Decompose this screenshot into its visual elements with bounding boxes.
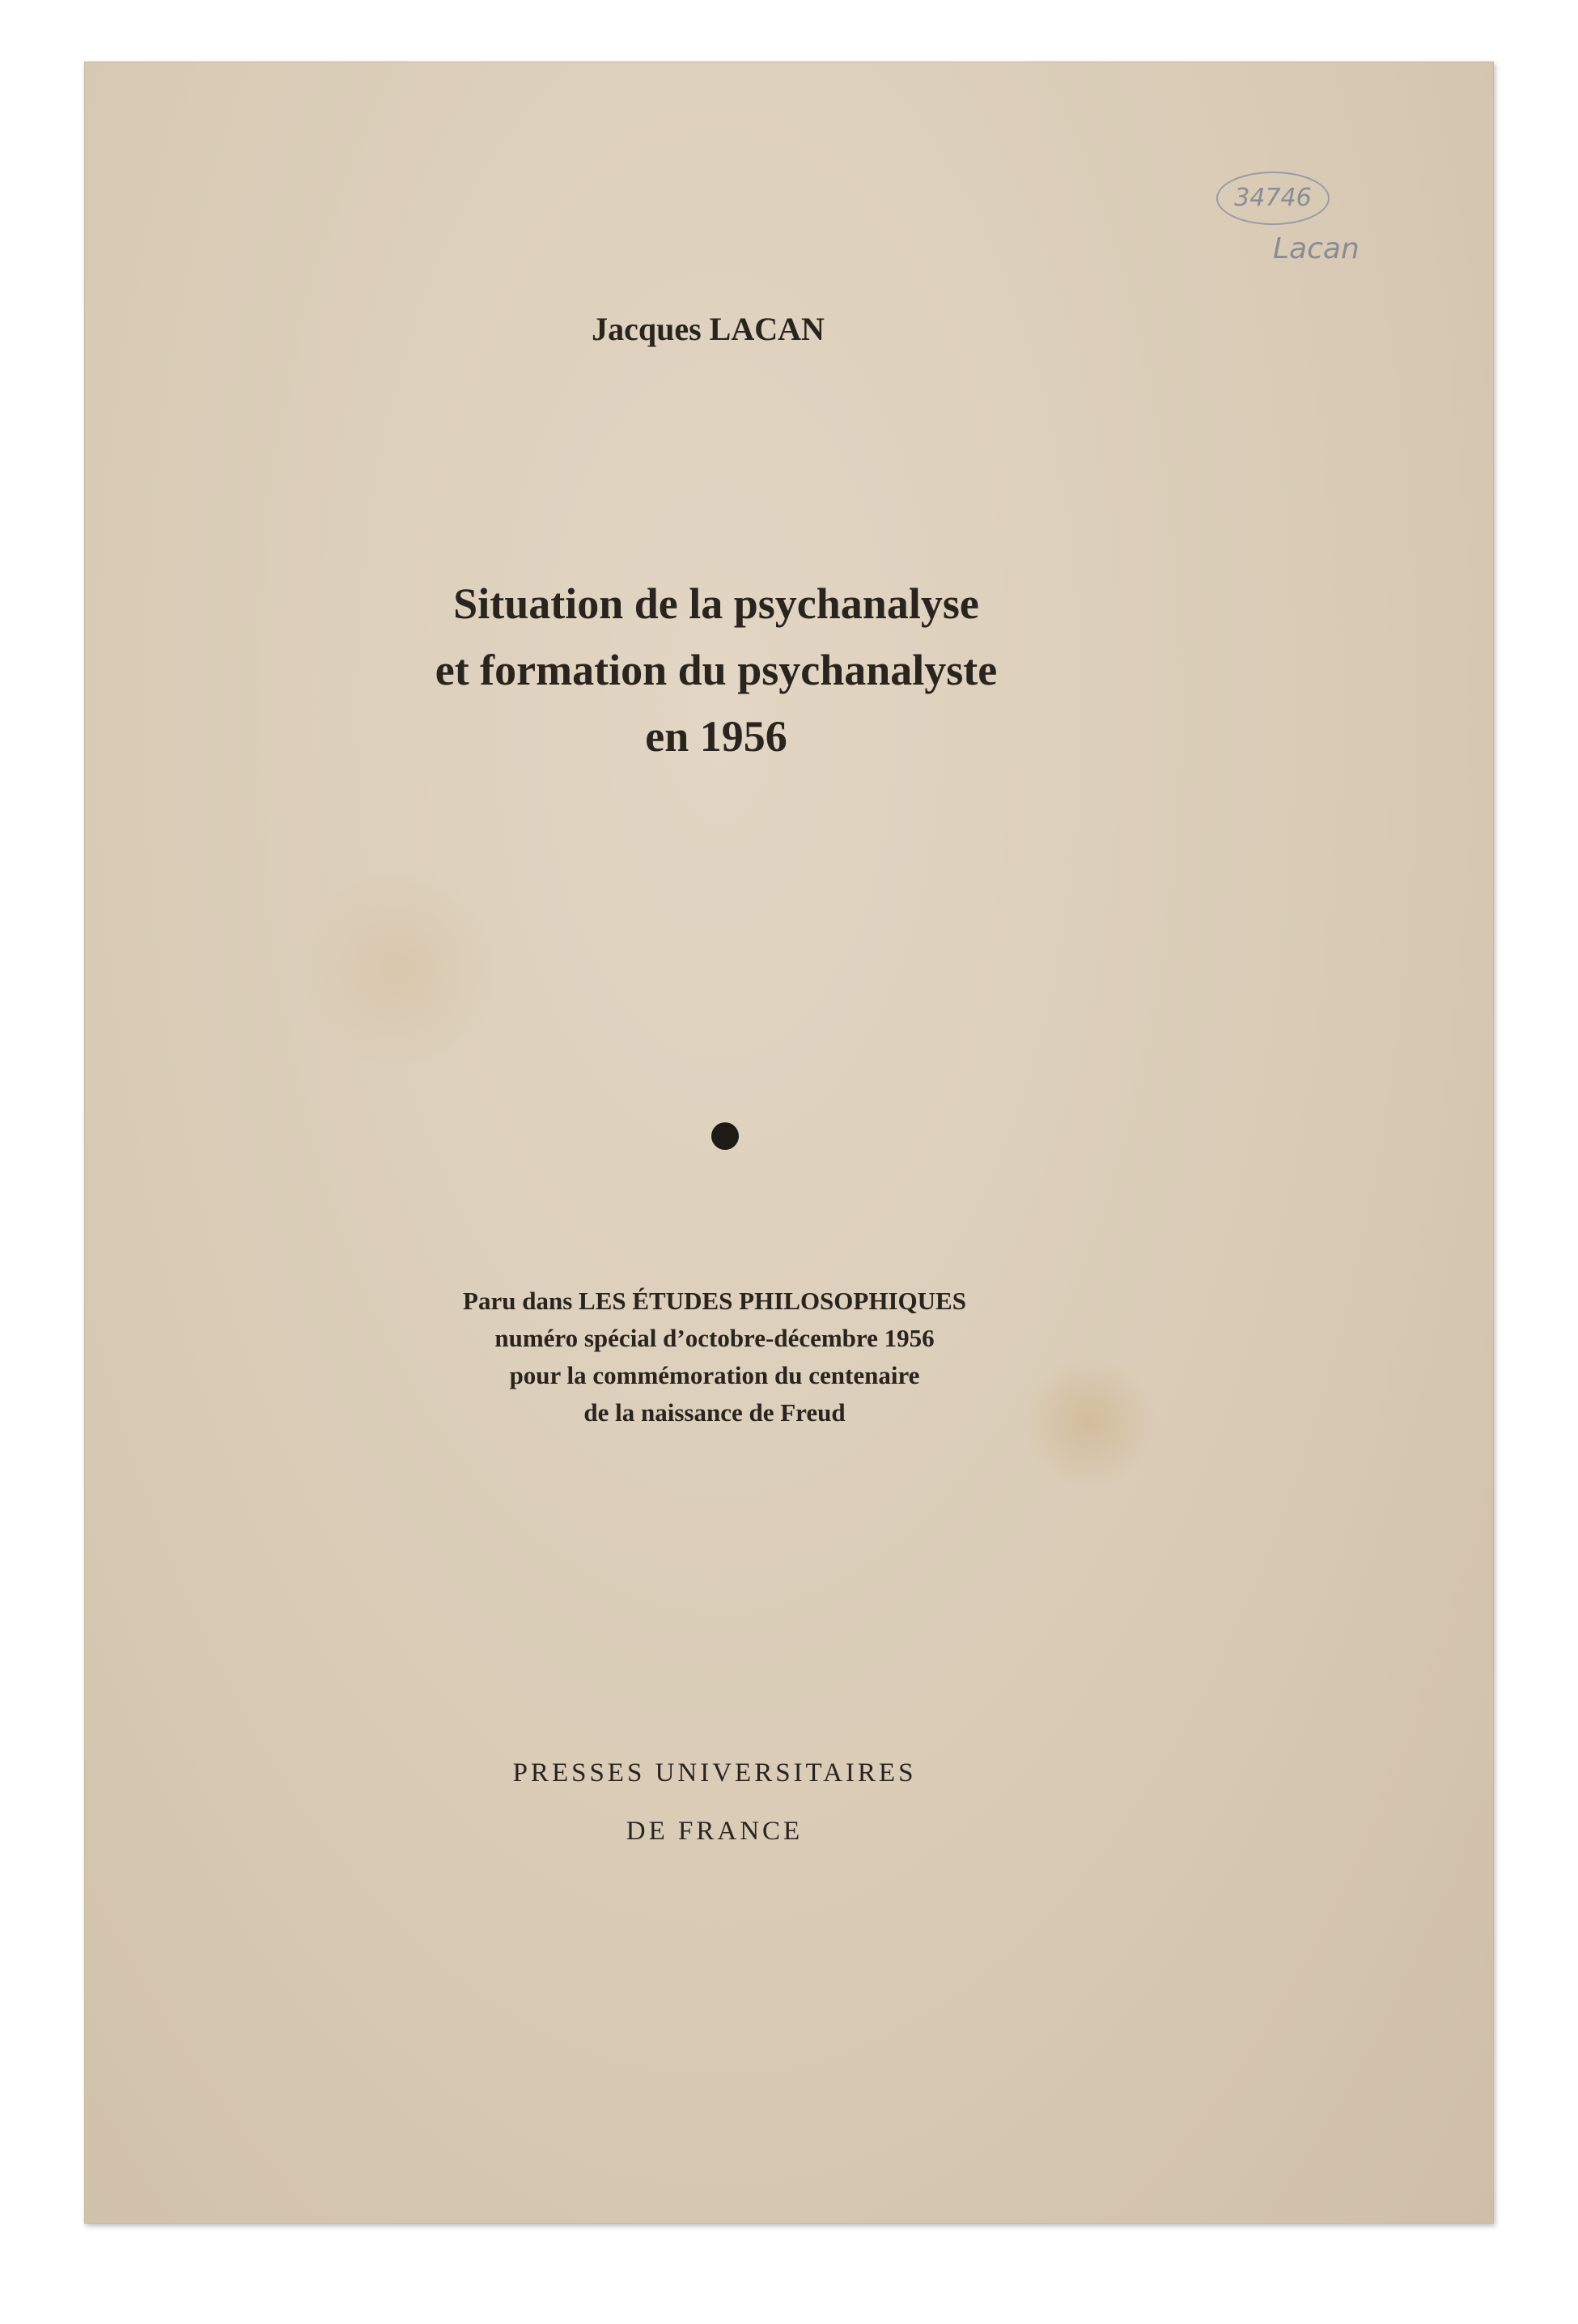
title-line: Situation de la psychanalyse xyxy=(453,579,979,628)
bullet-ornament xyxy=(711,1122,739,1150)
publisher-line: DE FRANCE xyxy=(626,1817,804,1846)
publication-line: numéro spécial d’octobre-décembre 1956 xyxy=(494,1324,935,1352)
publication-note xyxy=(11,1283,1419,1431)
title-line: en 1956 xyxy=(645,712,787,761)
paper-stain xyxy=(295,872,506,1066)
publication-line: de la naissance de Freud xyxy=(583,1398,846,1427)
book-title xyxy=(12,570,1420,770)
publisher-imprint xyxy=(11,1744,1419,1860)
inventory-number: 34746 xyxy=(1216,172,1330,225)
title-line: et formation du psychanalyste xyxy=(435,646,998,694)
publisher-line: PRESSES UNIVERSITAIRES xyxy=(512,1758,917,1788)
author-name: Jacques LACAN xyxy=(592,311,825,347)
handwritten-name: Lacan xyxy=(1273,232,1360,265)
publication-line: pour la commémoration du centenaire xyxy=(509,1361,920,1389)
booklet-cover xyxy=(84,61,1494,2224)
publication-line: Paru dans LES ÉTUDES PHILOSOPHIQUES xyxy=(463,1287,966,1315)
